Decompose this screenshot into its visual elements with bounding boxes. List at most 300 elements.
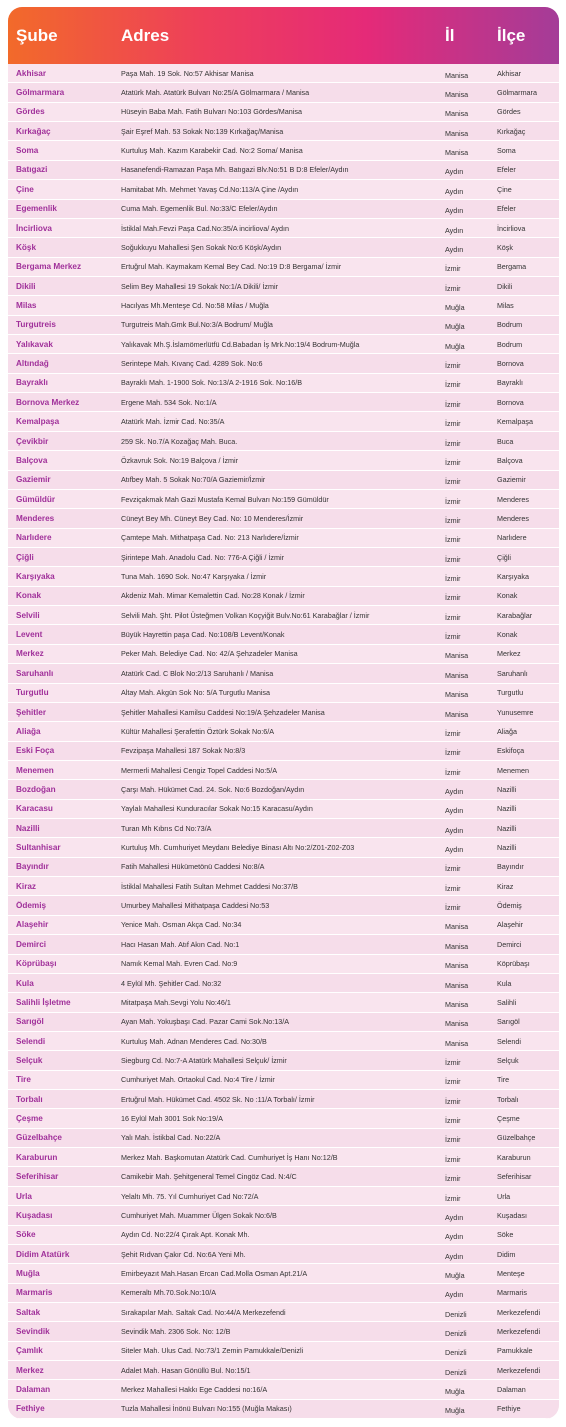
branch-address: Hasanefendi-Ramazan Paşa Mh. Batıgazi Blv.No:51 B D:8 Efeler/Aydın — [121, 165, 349, 175]
branch-address: İstiklal Mah.Fevzi Paşa Cad.No:35/A incirliova/ Aydın — [121, 223, 290, 233]
branch-province: Aydın — [445, 225, 464, 235]
branch-name: Kula — [16, 978, 34, 988]
branch-province: Manisa — [445, 90, 469, 100]
branch-province: Manisa — [445, 690, 469, 700]
branch-province: İzmir — [445, 612, 461, 622]
table-row — [8, 1206, 559, 1225]
branch-name: Saltak — [16, 1307, 41, 1317]
branch-district: Yunusemre — [497, 707, 534, 717]
branch-district: Dalaman — [497, 1385, 526, 1395]
branch-address: Özkavruk Sok. No:19 Balçova / İzmir — [121, 455, 239, 465]
table-row — [8, 296, 559, 315]
branch-address: Mermerli Mahallesi Cengiz Topel Caddesi No:5/A — [121, 765, 278, 775]
table-row — [8, 412, 559, 431]
branch-table — [8, 7, 559, 1419]
header-sube: Şube — [16, 25, 58, 45]
table-row — [8, 703, 559, 722]
branch-name: Kemalpaşa — [16, 417, 60, 427]
branch-district: Merkez — [497, 649, 521, 659]
branch-district: Kemalpaşa — [497, 417, 533, 427]
branch-name: Balçova — [16, 455, 48, 465]
branch-province: İzmir — [445, 1096, 461, 1106]
branch-address: Yalı Mah. İstikbal Cad. No:22/A — [121, 1133, 221, 1143]
table-row — [8, 877, 559, 896]
branch-name: Karşıyaka — [16, 572, 55, 582]
table-row — [8, 490, 559, 509]
branch-name: Batıgazi — [16, 165, 48, 175]
branch-name: Eski Foça — [16, 746, 55, 756]
branch-name: Levent — [16, 630, 43, 640]
branch-name: Köprübaşı — [16, 959, 57, 969]
branch-district: Konak — [497, 630, 518, 640]
branch-address: Kurtuluş Mh. Cumhuriyet Meydanı Belediye Binası Altı No:2/Z01-Z02-Z03 — [121, 843, 355, 853]
table-row — [8, 316, 559, 335]
branch-province: Manisa — [445, 128, 469, 138]
branch-address: Fatih Mahallesi Hükümetönü Caddesi No:8/A — [121, 862, 265, 872]
table-header — [8, 7, 559, 64]
branch-district: Çeşme — [497, 1114, 520, 1124]
branch-district: Karabağlar — [497, 610, 533, 620]
branch-province: Manisa — [445, 1038, 469, 1048]
branch-province: İzmir — [445, 496, 461, 506]
branch-province: İzmir — [445, 728, 461, 738]
branch-name: Milas — [16, 300, 37, 310]
table-row — [8, 141, 559, 160]
branch-province: İzmir — [445, 574, 461, 584]
branch-district: Kula — [497, 978, 512, 988]
branch-address: Umurbey Mahallesi Mithatpaşa Caddesi No:53 — [121, 901, 270, 911]
branch-name: Kuşadası — [16, 1210, 53, 1220]
branch-district: Söke — [497, 1230, 514, 1240]
branch-province: Manisa — [445, 70, 469, 80]
table-row — [8, 1090, 559, 1109]
table-row — [8, 1013, 559, 1032]
branch-province: Aydın — [445, 244, 464, 254]
table-row — [8, 1226, 559, 1245]
branch-name: Urla — [16, 1191, 32, 1201]
branch-name: Yalıkavak — [16, 339, 53, 349]
branch-name: Çevikbir — [16, 436, 49, 446]
table-row — [8, 180, 559, 199]
branch-address: 16 Eylül Mah 3001 Sok No:19/A — [121, 1114, 223, 1124]
table-row — [8, 393, 559, 412]
branch-address: Kültür Mahallesi Şerafettin Öztürk Sokak No:6/A — [121, 726, 275, 736]
table-row — [8, 374, 559, 393]
branch-address: Cumhuriyet Mah. Ortaokul Cad. No:4 Tire / İzmir — [121, 1075, 275, 1085]
table-row — [8, 1071, 559, 1090]
table-row — [8, 1303, 559, 1322]
table-row — [8, 1342, 559, 1361]
branch-address: Atatürk Mah. İzmir Cad. No:35/A — [121, 417, 225, 427]
table-row — [8, 664, 559, 683]
branch-province: İzmir — [445, 399, 461, 409]
branch-name: Söke — [16, 1230, 36, 1240]
branch-name: Tire — [16, 1075, 31, 1085]
branch-province: İzmir — [445, 457, 461, 467]
branch-province: Muğla — [445, 1406, 465, 1416]
table-row — [8, 896, 559, 915]
table-row — [8, 64, 559, 83]
branch-name: Muğla — [16, 1268, 40, 1278]
branch-province: İzmir — [445, 264, 461, 274]
table-row — [8, 277, 559, 296]
branch-name: Turgutlu — [16, 688, 49, 698]
branch-district: Gördes — [497, 107, 521, 117]
branch-province: İzmir — [445, 515, 461, 525]
branch-address: Atatürk Cad. C Blok No:2/13 Saruhanlı / Manisa — [121, 668, 274, 678]
header-il: İl — [445, 25, 455, 45]
branch-province: Denizli — [445, 1309, 467, 1319]
table-row — [8, 1167, 559, 1186]
branch-district: Balçova — [497, 455, 523, 465]
branch-name: Çiğli — [16, 552, 34, 562]
branch-province: Aydın — [445, 786, 464, 796]
branch-province: İzmir — [445, 632, 461, 642]
branch-district: Çine — [497, 184, 512, 194]
branch-address: Fevziçakmak Mah Gazi Mustafa Kemal Bulvarı No:159 Gümüldür — [121, 494, 329, 504]
branch-name: Çine — [16, 184, 34, 194]
branch-district: Gaziemir — [497, 475, 526, 485]
branch-province: Manisa — [445, 941, 469, 951]
branch-address: Paşa Mah. 19 Sok. No:57 Akhisar Manisa — [121, 68, 254, 78]
table-row — [8, 1129, 559, 1148]
branch-name: Bayındır — [16, 862, 49, 872]
branch-district: Menteşe — [497, 1268, 525, 1278]
table-row — [8, 742, 559, 761]
branch-district: Bayındır — [497, 862, 524, 872]
table-row — [8, 1245, 559, 1264]
branch-province: Aydın — [445, 206, 464, 216]
branch-name: Çeşme — [16, 1114, 43, 1124]
branch-name: Konak — [16, 591, 42, 601]
table-row — [8, 645, 559, 664]
table-row — [8, 993, 559, 1012]
branch-address: 259 Sk. No.7/A Kozağaç Mah. Buca. — [121, 436, 238, 446]
branch-district: Çiğli — [497, 552, 511, 562]
branch-address: Sırakapılar Mah. Saltak Cad. No:44/A Merkezefendi — [121, 1307, 286, 1317]
header-ilce: İlçe — [497, 25, 526, 45]
branch-address: Yaylalı Mahallesi Kunduracılar Sokak No:15 Karacasu/Aydın — [121, 804, 313, 814]
branch-province: İzmir — [445, 1058, 461, 1067]
branch-district: Nazilli — [497, 804, 517, 814]
branch-province: Muğla — [445, 322, 465, 332]
branch-name: Sultanhisar — [16, 843, 61, 853]
table-row — [8, 935, 559, 954]
table-row — [8, 761, 559, 780]
table-row — [8, 1148, 559, 1167]
branch-district: Bodrum — [497, 339, 523, 349]
branch-name: Kırkağaç — [16, 126, 51, 136]
branch-province: İzmir — [445, 593, 461, 603]
branch-name: Narlıdere — [16, 533, 52, 543]
branch-province: Muğla — [445, 1270, 465, 1280]
branch-name: Akhisar — [16, 68, 47, 78]
branch-name: Dalaman — [16, 1385, 51, 1395]
table-row — [8, 548, 559, 567]
branch-province: İzmir — [445, 419, 461, 429]
header-adres: Adres — [121, 25, 170, 45]
branch-district: Konak — [497, 591, 518, 601]
table-row — [8, 587, 559, 606]
branch-name: Aliağa — [16, 726, 41, 736]
branch-province: İzmir — [445, 1077, 461, 1087]
branch-province: Aydın — [445, 1212, 464, 1222]
branch-name: Merkez — [16, 649, 44, 659]
branch-name: Selvili — [16, 610, 40, 620]
branch-province: İzmir — [445, 883, 461, 893]
branch-district: Kuşadası — [497, 1210, 527, 1220]
branch-province: Aydın — [445, 1251, 464, 1261]
branch-name: Menderes — [16, 513, 55, 523]
branch-name: Marmaris — [16, 1288, 53, 1298]
branch-district: Milas — [497, 300, 514, 310]
branch-district: Merkezefendi — [497, 1307, 541, 1317]
table-row — [8, 432, 559, 451]
branch-district: Menderes — [497, 513, 529, 523]
branch-name: Gümüldür — [16, 494, 56, 504]
branch-address: Adalet Mah. Hasan Gönüllü Bul. No:15/1 — [121, 1365, 251, 1375]
branch-province: İzmir — [445, 864, 461, 874]
branch-province: İzmir — [445, 554, 461, 564]
table-row — [8, 451, 559, 470]
branch-address: Çarşı Mah. Hükümet Cad. 24. Sok. No:6 Bozdoğan/Aydın — [121, 784, 305, 794]
branch-address: Yenice Mah. Osman Akça Cad. No:34 — [121, 920, 242, 930]
branch-province: Denizli — [445, 1348, 467, 1358]
table-row — [8, 1109, 559, 1128]
branch-address: Soğukkuyu Mahallesi Şen Sokak No:6 Köşk/Aydın — [121, 242, 282, 252]
branch-address: Turan Mh Kıbrıs Cd No:73/A — [121, 823, 212, 833]
table-row — [8, 1361, 559, 1380]
branch-address: Merkez Mahallesi Hakkı Ege Caddesi no:16/A — [121, 1385, 268, 1395]
branch-name: Selendi — [16, 1036, 46, 1046]
branch-province: Aydın — [445, 1232, 464, 1242]
branch-province: Manisa — [445, 1019, 469, 1029]
branch-address: Selim Bey Mahallesi 19 Sokak No:1/A Dikili/ İzmir — [121, 281, 278, 291]
branch-district: Selendi — [497, 1036, 521, 1046]
branch-address: Ertuğrul Mah. Kaymakam Kemal Bey Cad. No:19 D:8 Bergama/ İzmir — [121, 262, 342, 272]
branch-name: Ödemiş — [16, 901, 47, 911]
table-row — [8, 684, 559, 703]
table-row — [8, 1187, 559, 1206]
branch-province: Manisa — [445, 922, 469, 932]
branch-district: Menemen — [497, 765, 529, 775]
branch-name: Karaburun — [16, 1152, 58, 1162]
table-row — [8, 1051, 559, 1070]
branch-province: İzmir — [445, 477, 461, 487]
branch-address: Kemeraltı Mh.70.Sok.No:10/A — [121, 1288, 217, 1298]
branch-address: Namık Kemal Mah. Evren Cad. No:9 — [121, 959, 238, 969]
table-row — [8, 955, 559, 974]
branch-province: İzmir — [445, 1154, 461, 1164]
branch-district: Demirci — [497, 939, 522, 949]
table-row — [8, 722, 559, 741]
branch-district: Bornova — [497, 397, 524, 407]
branch-address: Atıfbey Mah. 5 Sokak No:70/A Gaziemir/İzmir — [121, 475, 266, 485]
branch-name: Bozdoğan — [16, 784, 56, 794]
branch-district: Kırkağaç — [497, 126, 526, 136]
branch-province: İzmir — [445, 283, 461, 293]
table-row — [8, 1400, 559, 1419]
branch-address: Hüseyin Baba Mah. Fatih Bulvarı No:103 Gördes/Manisa — [121, 107, 302, 117]
branch-district: Merkezefendi — [497, 1365, 541, 1375]
branch-name: Karacasu — [16, 804, 53, 814]
branch-district: Salihli — [497, 997, 517, 1007]
branch-district: Narlıdere — [497, 533, 527, 543]
branch-district: Gölmarmara — [497, 88, 537, 98]
branch-name: Şehitler — [16, 707, 47, 717]
branch-name: Bayraklı — [16, 378, 48, 388]
branch-district: Nazilli — [497, 843, 517, 853]
branch-name: Saruhanlı — [16, 668, 54, 678]
branch-name: Menemen — [16, 765, 54, 775]
branch-address: Akdeniz Mah. Mimar Kemalettin Cad. No:28 Konak / İzmir — [121, 591, 305, 601]
branch-name: Kiraz — [16, 881, 37, 891]
branch-district: Torbalı — [497, 1094, 519, 1104]
branch-address: Şirintepe Mah. Anadolu Cad. No: 776-A Çiğli / İzmir — [121, 552, 284, 562]
branch-name: Gölmarmara — [16, 88, 65, 98]
branch-address: Cumhuriyet Mah. Muammer Ülgen Sokak No:6/B — [121, 1210, 277, 1220]
branch-province: Muğla — [445, 1387, 465, 1397]
branch-district: Fethiye — [497, 1404, 521, 1414]
branch-province: İzmir — [445, 1135, 461, 1145]
table-row — [8, 238, 559, 257]
branch-address: Merkez Mah. Başkomutan Atatürk Cad. Cumhuriyet İş Hanı No:12/B — [121, 1152, 338, 1162]
branch-address: Şehit Rıdvan Çakır Cd. No:6A Yeni Mh. — [121, 1249, 246, 1259]
table-row — [8, 1322, 559, 1341]
table-row — [8, 819, 559, 838]
table-row — [8, 83, 559, 102]
branch-province: İzmir — [445, 748, 461, 758]
branch-name: Gördes — [16, 107, 45, 117]
branch-address: Sevindik Mah. 2306 Sok. No: 12/B — [121, 1327, 231, 1337]
branch-name: Torbalı — [16, 1094, 43, 1104]
branch-address: Çamtepe Mah. Mithatpaşa Cad. No: 213 Narlıdere/İzmir — [121, 533, 299, 543]
table-row — [8, 625, 559, 644]
branch-address: Ertuğrul Mah. Hükümet Cad. 4502 Sk. No :11/A Torbalı/ İzmir — [121, 1094, 315, 1104]
branch-address: 4 Eylül Mh. Şehitler Cad. No:32 — [121, 978, 222, 988]
branch-district: Tire — [497, 1075, 510, 1085]
branch-province: İzmir — [445, 903, 461, 913]
table-row — [8, 200, 559, 219]
table-row — [8, 1380, 559, 1399]
branch-name: Selçuk — [16, 1056, 43, 1065]
branch-address: Altay Mah. Akgün Sok No: 5/A Turgutlu Manisa — [121, 688, 271, 698]
branch-address: Siteler Mah. Ulus Cad. No:73/1 Zemin Pamukkale/Denizli — [121, 1346, 304, 1356]
branch-address: Tuna Mah. 1690 Sok. No:47 Karşıyaka / İzmir — [121, 572, 267, 582]
branch-district: Bornova — [497, 359, 524, 369]
table-row — [8, 1284, 559, 1303]
table-row — [8, 800, 559, 819]
branch-address: Şair Eşref Mah. 53 Sokak No:139 Kırkağaç/Manisa — [121, 126, 284, 136]
table-row — [8, 974, 559, 993]
branch-district: Karaburun — [497, 1152, 531, 1162]
branch-address: İstiklal Mahallesi Fatih Sultan Mehmet Caddesi No:37/B — [121, 881, 298, 891]
branch-address: Kurtuluş Mah. Adnan Menderes Cad. No:30/B — [121, 1036, 267, 1046]
table-row — [8, 103, 559, 122]
branch-address: Turgutreis Mah.Gmk Bul.No:3/A Bodrum/ Muğla — [121, 320, 273, 330]
branch-district: Nazilli — [497, 823, 517, 833]
branch-province: Manisa — [445, 709, 469, 719]
branch-province: İzmir — [445, 767, 461, 777]
table-row — [8, 219, 559, 238]
branch-name: Seferihisar — [16, 1172, 59, 1182]
table-row — [8, 916, 559, 935]
branch-name: Soma — [16, 146, 39, 156]
branch-address: Emirbeyazıt Mah.Hasan Ercan Cad.Molla Osman Apt.21/A — [121, 1268, 308, 1278]
table-row — [8, 529, 559, 548]
branch-province: Manisa — [445, 980, 469, 990]
branch-address: Siegburg Cd. No:7-A Atatürk Mahallesi Selçuk/ İzmir — [121, 1056, 287, 1065]
branch-address: Atatürk Mah. Atatürk Bulvarı No:25/A Gölmarmara / Manisa — [121, 88, 310, 98]
branch-name: Dikili — [16, 281, 36, 291]
branch-address: Yelaltı Mh. 75. Yıl Cumhuriyet Cad No:72/A — [121, 1191, 259, 1201]
table-row — [8, 780, 559, 799]
branch-address: Bayraklı Mah. 1-1900 Sok. No:13/A 2-1916 Sok. No:16/B — [121, 378, 302, 388]
branch-province: İzmir — [445, 380, 461, 390]
branch-name: Güzelbahçe — [16, 1133, 62, 1143]
branch-name: Alaşehir — [16, 920, 49, 930]
branch-district: Alaşehir — [497, 920, 523, 930]
branch-province: Denizli — [445, 1367, 467, 1377]
branch-province: Manisa — [445, 999, 469, 1009]
branch-address: Aydın Cd. No:22/4 Çırak Apt. Konak Mh. — [121, 1230, 250, 1240]
branch-district: Seferihisar — [497, 1172, 532, 1182]
branch-district: İncirliova — [497, 223, 526, 233]
table-row — [8, 509, 559, 528]
branch-district: Pamukkale — [497, 1346, 533, 1356]
table-row — [8, 858, 559, 877]
branch-district: Soma — [497, 146, 516, 156]
branch-address: Yalıkavak Mh.Ş.İslamömerlütfü Cd.Babadan İş Mrk.No:19/4 Bodrum-Muğla — [121, 339, 360, 349]
branch-district: Aliağa — [497, 726, 517, 736]
branch-province: Manisa — [445, 109, 469, 119]
branch-district: Merkezefendi — [497, 1327, 541, 1337]
branch-address: Hamitabat Mh. Mehmet Yavaş Cd.No:113/A Çine /Aydın — [121, 184, 299, 194]
table-row — [8, 606, 559, 625]
branch-district: Saruhanlı — [497, 668, 528, 678]
branch-district: Didim — [497, 1249, 516, 1259]
branch-address: Hacı Hasan Mah. Atıf Akın Cad. No:1 — [121, 939, 240, 949]
branch-name: Turgutreis — [16, 320, 56, 330]
branch-province: Aydın — [445, 845, 464, 855]
branch-name: Demirci — [16, 939, 47, 949]
branch-province: Muğla — [445, 302, 465, 312]
table-row — [8, 161, 559, 180]
branch-name: Merkez — [16, 1365, 44, 1375]
branch-province: Aydın — [445, 825, 464, 835]
branch-province: İzmir — [445, 1116, 461, 1126]
branch-name: Çamlık — [16, 1346, 43, 1356]
branch-name: Nazilli — [16, 823, 40, 833]
branch-district: Güzelbahçe — [497, 1133, 536, 1143]
branch-province: Manisa — [445, 651, 469, 661]
branch-province: Aydın — [445, 167, 464, 177]
branch-address: Serintepe Mah. Kıvanç Cad. 4289 Sok. No:6 — [121, 359, 263, 369]
branch-name: Egemenlik — [16, 204, 57, 214]
branch-province: Denizli — [445, 1329, 467, 1339]
branch-district: Ödemiş — [497, 901, 522, 911]
table-row — [8, 567, 559, 586]
branch-district: Akhisar — [497, 68, 521, 78]
branch-province: Muğla — [445, 341, 465, 351]
branch-province: Manisa — [445, 670, 469, 680]
branch-address: Fevzipaşa Mahallesi 187 Sokak No:8/3 — [121, 746, 246, 756]
table-row — [8, 122, 559, 141]
branch-province: Aydın — [445, 1290, 464, 1300]
branch-address: Tuzla Mahallesi İnönü Bulvarı No:155 (Muğla Makası) — [121, 1404, 292, 1414]
branch-district: Sarıgöl — [497, 1017, 520, 1027]
branch-district: Bayraklı — [497, 378, 523, 388]
